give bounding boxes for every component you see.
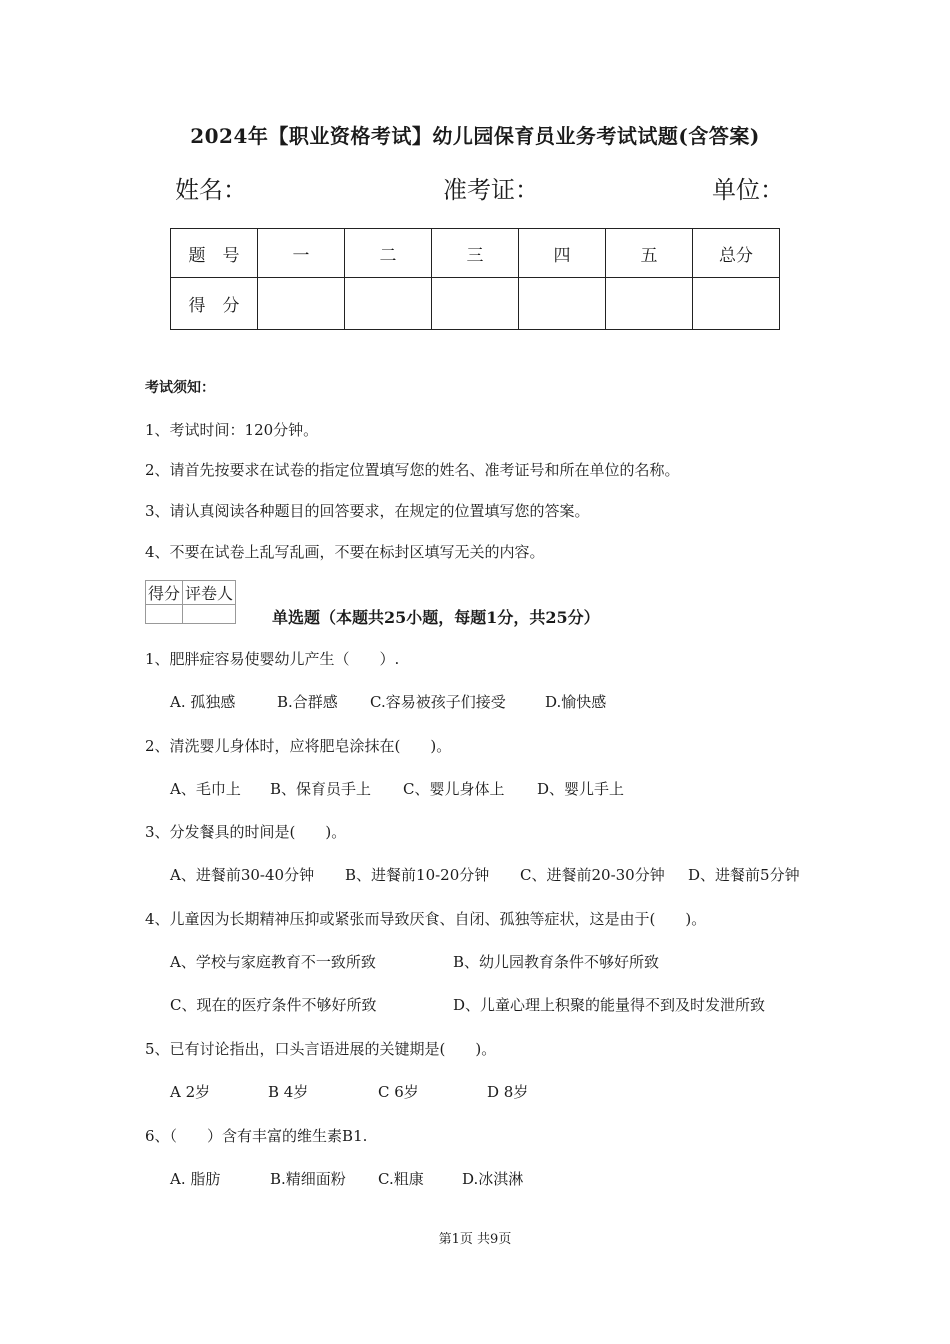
exam-id-field-label: 准考证： xyxy=(443,176,539,204)
score-table-col-1: 一 xyxy=(258,229,345,278)
grader-name-cell xyxy=(183,605,236,624)
question-option: A. 孤独感 xyxy=(170,693,236,711)
question-option: C.容易被孩子们接受 xyxy=(370,693,506,711)
grader-name-label: 评卷人 xyxy=(183,581,236,605)
notice-item: 3、请认真阅读各种题目的回答要求，在规定的位置填写您的答案。 xyxy=(145,502,590,520)
question-option: A、进餐前30-40分钟 xyxy=(170,866,315,884)
notice-item: 2、请首先按要求在试卷的指定位置填写您的姓名、准考证号和所在单位的名称。 xyxy=(145,461,680,479)
question-stem: 2、清洗婴儿身体时，应将肥皂涂抹在( )。 xyxy=(145,737,452,755)
unit-field-label: 单位： xyxy=(712,176,784,204)
question-stem: 5、已有讨论指出，口头言语进展的关键期是( )。 xyxy=(145,1040,497,1058)
question-stem: 6、（ ）含有丰富的维生素B1. xyxy=(145,1127,368,1145)
score-cell xyxy=(519,278,606,330)
question-option: A 2岁 xyxy=(170,1083,211,1101)
grader-score-cell xyxy=(146,605,183,624)
question-option: B 4岁 xyxy=(268,1083,309,1101)
score-cell xyxy=(606,278,693,330)
score-table-header-label: 题 号 xyxy=(171,229,258,278)
score-cell xyxy=(258,278,345,330)
score-table-header-row xyxy=(171,229,780,278)
question-option: D、儿童心理上积聚的能量得不到及时发泄所致 xyxy=(453,996,766,1014)
question-stem: 1、肥胖症容易使婴幼儿产生（ ）. xyxy=(145,650,400,668)
score-table-score-label: 得 分 xyxy=(171,278,258,330)
question-option: B、幼儿园教育条件不够好所致 xyxy=(453,953,660,971)
question-option: D 8岁 xyxy=(487,1083,529,1101)
score-table-col-5: 五 xyxy=(606,229,693,278)
question-option: C 6岁 xyxy=(378,1083,419,1101)
section-title: 单选题（本题共25小题，每题1分，共25分） xyxy=(272,608,600,627)
score-table-col-2: 二 xyxy=(345,229,432,278)
question-option: B、保育员手上 xyxy=(270,780,372,798)
question-option: C、进餐前20-30分钟 xyxy=(520,866,665,884)
name-field-label: 姓名： xyxy=(175,176,247,204)
score-table-col-total: 总分 xyxy=(693,229,780,278)
question-option: C、现在的医疗条件不够好所致 xyxy=(170,996,377,1014)
score-cell xyxy=(693,278,780,330)
score-table xyxy=(170,228,780,330)
question-option: B、进餐前10-20分钟 xyxy=(345,866,490,884)
page-title: 2024年【职业资格考试】幼儿园保育员业务考试试题(含答案) xyxy=(190,124,760,148)
question-option: B.合群感 xyxy=(277,693,338,711)
question-option: D.冰淇淋 xyxy=(462,1170,524,1188)
question-option: A、学校与家庭教育不一致所致 xyxy=(170,953,376,971)
score-cell xyxy=(432,278,519,330)
score-table-col-4: 四 xyxy=(519,229,606,278)
page-footer: 第1页 共9页 xyxy=(438,1232,512,1247)
notice-item: 4、不要在试卷上乱写乱画，不要在标封区填写无关的内容。 xyxy=(145,543,545,561)
score-table-score-row xyxy=(171,278,780,330)
question-option: D、婴儿手上 xyxy=(537,780,625,798)
score-cell xyxy=(345,278,432,330)
question-option: A、毛巾上 xyxy=(170,780,241,798)
question-option: A. 脂肪 xyxy=(170,1170,221,1188)
notice-item: 1、考试时间：120分钟。 xyxy=(145,421,319,439)
question-option: D.愉快感 xyxy=(545,693,607,711)
notice-title: 考试须知： xyxy=(145,380,215,396)
question-stem: 4、儿童因为长期精神压抑或紧张而导致厌食、自闭、孤独等症状，这是由于( )。 xyxy=(145,910,707,928)
grader-score-label: 得分 xyxy=(146,581,183,605)
score-table-col-3: 三 xyxy=(432,229,519,278)
question-option: D、进餐前5分钟 xyxy=(688,866,800,884)
question-option: C.粗康 xyxy=(378,1170,424,1188)
question-option: B.精细面粉 xyxy=(270,1170,346,1188)
question-stem: 3、分发餐具的时间是( )。 xyxy=(145,823,347,841)
grader-box xyxy=(145,580,236,624)
question-option: C、婴儿身体上 xyxy=(403,780,505,798)
